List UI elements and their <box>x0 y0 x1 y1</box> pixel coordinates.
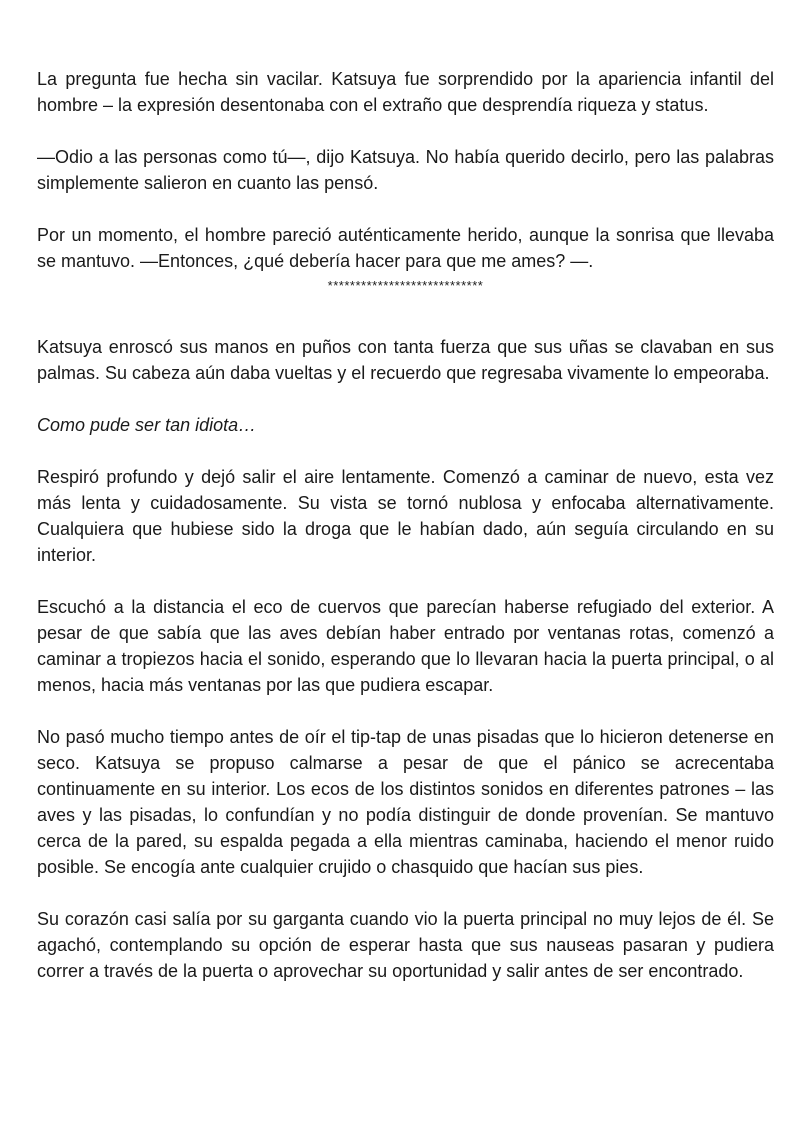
paragraph: —Odio a las personas como tú—, dijo Katsuya. No había querido decirlo, pero las palabras simplemente salieron en cuanto las pensó. <box>37 147 774 193</box>
paragraph: La pregunta fue hecha sin vacilar. Katsuya fue sorprendido por la apariencia infantil del hombre – la expresión desentonaba con el extraño que desprendía riqueza y status. <box>37 69 774 115</box>
paragraph: Respiró profundo y dejó salir el aire lentamente. Comenzó a caminar de nuevo, esta vez más lenta y cuidadosamente. Su vista se tornó nublosa y enfocaba alternativamente. Cualquiera que hubiese sido la droga que le habían dado, aún seguía circulando en su interior. <box>37 467 774 565</box>
section-divider: **************************** <box>327 278 484 293</box>
paragraph: Katsuya enroscó sus manos en puños con tanta fuerza que sus uñas se clavaban en sus palmas. Su cabeza aún daba vueltas y el recuerdo que regresaba vivamente lo empeoraba. <box>37 337 774 383</box>
paragraph: Escuchó a la distancia el eco de cuervos que parecían haberse refugiado del exterior. A pesar de que sabía que las aves debían haber entrado por ventanas rotas, comenzó a caminar a tropiezos hacia el sonido, esperando que lo llevaran hacia la puerta principal, o al menos, hacia más ventanas por las que pudiera escapar. <box>37 597 774 695</box>
document-page <box>37 66 774 1010</box>
italic-thought: Como pude ser tan idiota… <box>37 415 257 435</box>
paragraph: Por un momento, el hombre pareció auténticamente herido, aunque la sonrisa que llevaba se mantuvo. —Entonces, ¿qué debería hacer para que me ames? —. <box>37 225 774 271</box>
paragraph: No pasó mucho tiempo antes de oír el tip-tap de unas pisadas que lo hicieron detenerse en seco. Katsuya se propuso calmarse a pesar de que el pánico se acrecentaba continuamente en su interior. Los ecos de los distintos sonidos en diferentes patrones – las aves y las pisadas, lo confundían y no podía distinguir de donde provenían. Se mantuvo cerca de la pared, su espalda pegada a ella mientras caminaba, haciendo el menor ruido posible. Se encogía ante cualquier crujido o chasquido que hacían sus pies. <box>37 727 774 877</box>
paragraph: Su corazón casi salía por su garganta cuando vio la puerta principal no muy lejos de él. Se agachó, contemplando su opción de esperar hasta que sus nauseas pasaran y pudiera correr a través de la puerta o aprovechar su oportunidad y salir antes de ser encontrado. <box>37 909 774 981</box>
